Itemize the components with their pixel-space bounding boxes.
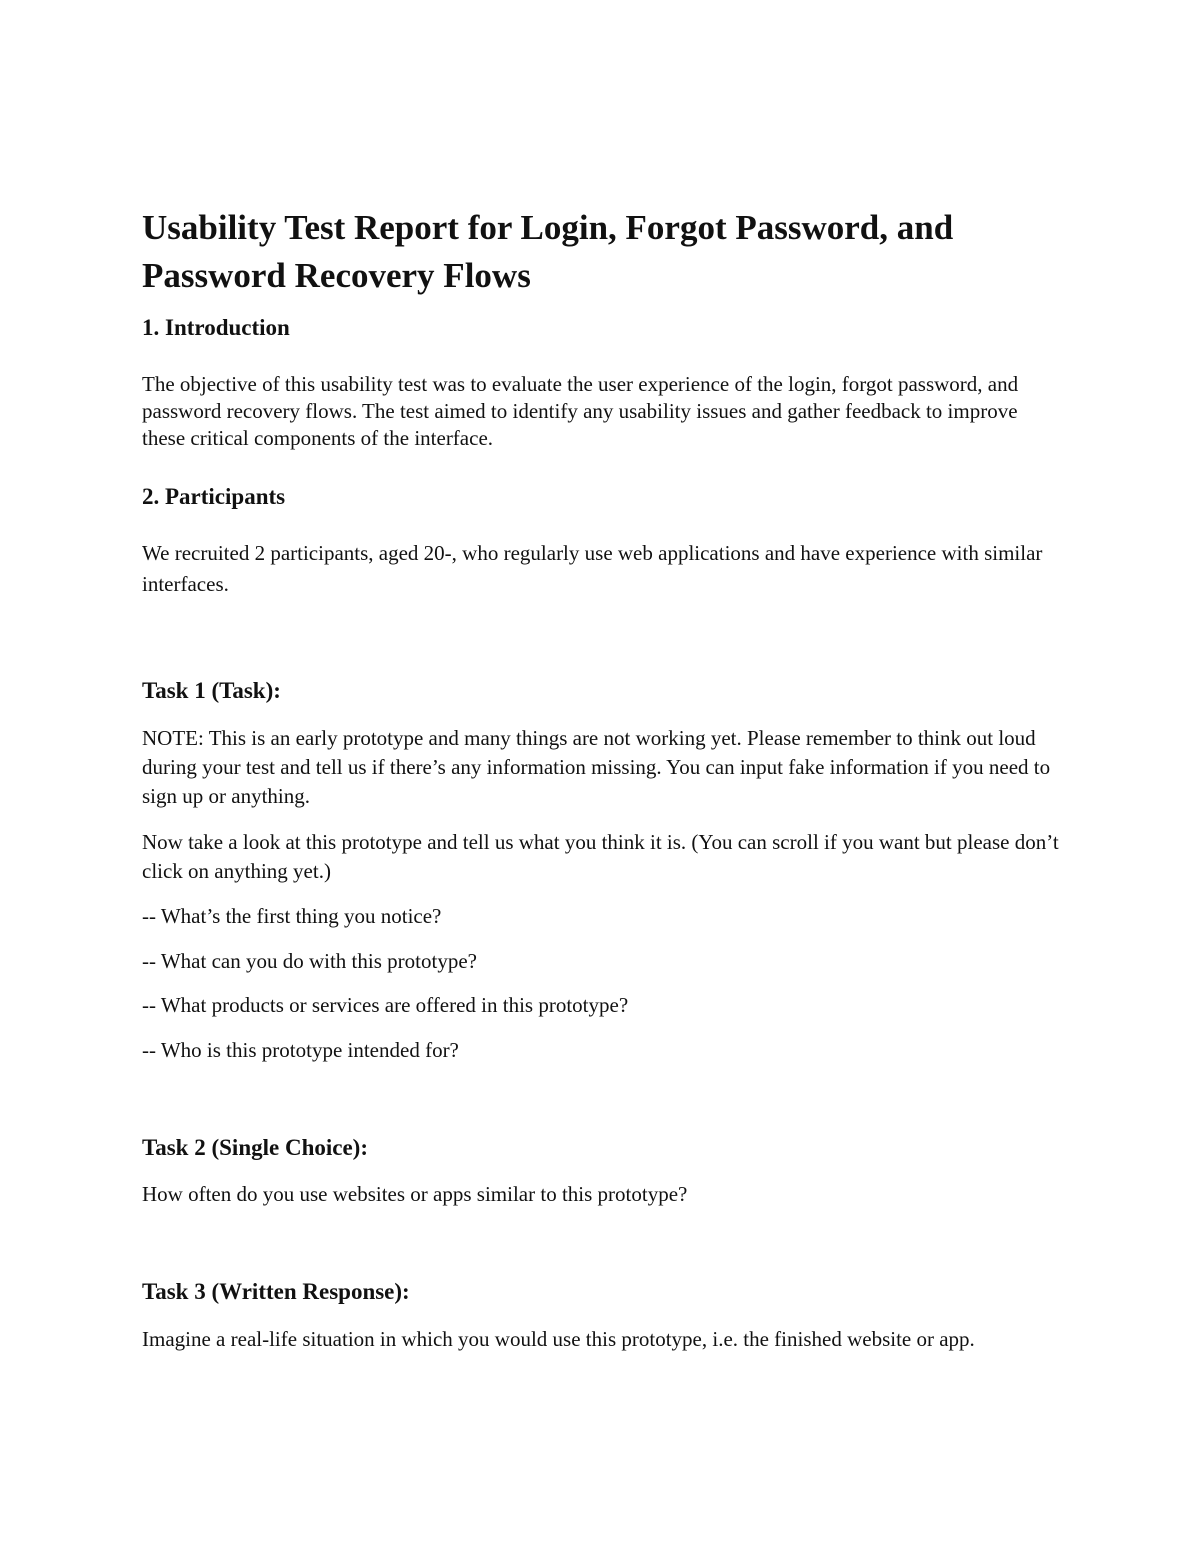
section-heading-participants: 2. Participants — [142, 484, 286, 509]
task-1-note-paragraph: NOTE: This is an early prototype and many things are not working yet. Please remember to think out loud during your test and tell us if there’s any information missing. You can input fake information if you need to sign up or anything. — [142, 726, 1051, 808]
task-1-question: -- Who is this prototype intended for? — [142, 1038, 459, 1062]
task-2-question: How often do you use websites or apps similar to this prototype? — [142, 1182, 688, 1206]
introduction-paragraph: The objective of this usability test was to evaluate the user experience of the login, forgot password, and password recovery flows. The test aimed to identify any usability issues and gather feedback to improve these critical components of the interface. — [142, 372, 1019, 450]
task-3-heading: Task 3 (Written Response): — [142, 1279, 410, 1304]
participants-paragraph: We recruited 2 participants, aged 20-, who regularly use web applications and have experience with similar interfaces. — [142, 541, 1043, 596]
task-2-heading: Task 2 (Single Choice): — [142, 1135, 368, 1160]
task-1-instruction-paragraph: Now take a look at this prototype and tell us what you think it is. (You can scroll if you want but please don’t click on anything yet.) — [142, 830, 1059, 883]
task-1-question: -- What can you do with this prototype? — [142, 949, 477, 973]
task-3-question: Imagine a real-life situation in which you would use this prototype, i.e. the finished website or app. — [142, 1327, 975, 1351]
task-1-question: -- What’s the first thing you notice? — [142, 904, 442, 928]
task-1-heading: Task 1 (Task): — [142, 678, 281, 703]
task-1-question: -- What products or services are offered in this prototype? — [142, 993, 629, 1017]
document-title: Usability Test Report for Login, Forgot Password, and Password Recovery Flows — [142, 208, 954, 295]
section-heading-introduction: 1. Introduction — [142, 315, 290, 340]
